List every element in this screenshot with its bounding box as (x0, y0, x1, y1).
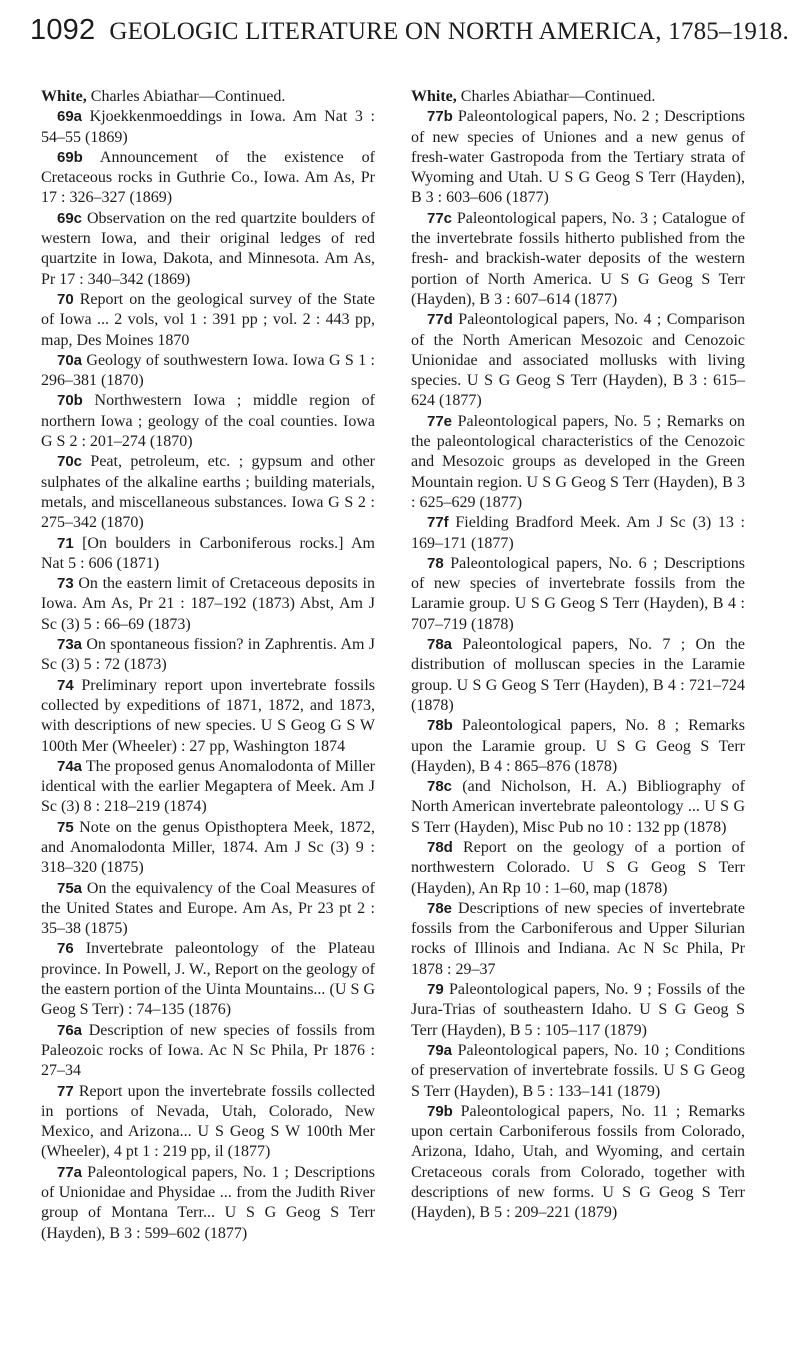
entry-number: 79b (427, 1102, 453, 1120)
entry-number: 77c (427, 209, 453, 227)
entry-citation: Paleontological papers, No. 9 ; Fossils of the Jura-Trias of southeastern Idaho. U S G Geog S Terr (Hayden), B 5 : 105–117 (1879) (411, 981, 745, 1039)
bibliography-entry (41, 209, 375, 290)
entry-number: 73 (57, 575, 74, 593)
entry-citation: Paleontological papers, No. 6 ; Descriptions of new species of invertebrate fossils from the Laramie group. U S G Geog S Terr (Hayden), B 4 : 707–719 (1878) (411, 554, 745, 633)
bibliography-entry (41, 1082, 375, 1163)
entry-citation: Paleontological papers, No. 1 ; Descriptions of Unionidae and Physidae ... from the Judith River group of Montana Terr... U S G Geog S Terr (Hayden), B 3 : 599–602 (1877) (41, 1163, 375, 1242)
bibliography-entry (411, 777, 745, 838)
entry-number: 71 (57, 534, 74, 552)
entry-number: 77e (427, 412, 453, 430)
bibliography-entry (41, 290, 375, 351)
entry-number: 78d (427, 838, 453, 856)
entry-citation: (and Nicholson, H. A.) Bibliography of North American invertebrate paleontology ... U S G S Terr (Hayden), Misc Pub no 10 : 132 pp (1878) (411, 778, 745, 836)
entry-citation: [On boulders in Carboniferous rocks.] Am Nat 5 : 606 (1871) (41, 534, 375, 572)
entry-number: 77a (57, 1163, 83, 1181)
author-heading (41, 87, 375, 107)
running-header (30, 14, 789, 47)
page-title: GEOLOGIC LITERATURE ON NORTH AMERICA, 1785–1918. (109, 18, 789, 45)
entry-citation: Invertebrate paleontology of the Plateau province. In Powell, J. W., Report on the geology of the eastern portion of the Uinta Mountains... (U S G Geog S Terr) : 74–135 (1876) (41, 940, 375, 1019)
bibliography-entry (411, 412, 745, 513)
author-name: White, (411, 88, 457, 105)
page-number: 1092 (30, 14, 96, 46)
entry-citation: Preliminary report upon invertebrate fossils collected by expeditions of 1871, 1872, and 1873, with descriptions of new species. U S Geog G S W 100th Mer (Wheeler) : 27 pp, Washington 1874 (41, 676, 375, 755)
entry-number: 74 (57, 676, 74, 694)
entry-number: 78b (427, 717, 453, 735)
entry-number: 78 (427, 554, 444, 572)
bibliography-entry (411, 209, 745, 310)
entry-citation: Note on the genus Opisthoptera Meek, 1872, and Anomalodonta Miller, 1874. Am J Sc (3) 9 : 318–320 (1875) (41, 818, 375, 877)
entry-citation: On spontaneous fission? in Zaphrentis. Am J Sc (3) 5 : 72 (1873) (41, 636, 375, 674)
bibliography-entry (411, 513, 745, 554)
entry-number: 69c (57, 209, 83, 227)
right-column (411, 87, 745, 1224)
entry-number: 77 (57, 1082, 74, 1100)
bibliography-entry (411, 107, 745, 208)
entry-citation: Kjoekkenmoeddings in Iowa. Am Nat 3 : 54–55 (1869) (41, 108, 375, 146)
author-heading (411, 87, 745, 107)
entry-number: 76 (57, 940, 74, 958)
bibliography-entry (411, 554, 745, 635)
bibliography-entry (41, 148, 375, 209)
entry-citation: Report on the geology of a portion of northwestern Colorado. U S G Geog S Terr (Hayden), An Rp 10 : 1–60, map (1878) (411, 838, 745, 897)
entry-citation: Fielding Bradford Meek. Am J Sc (3) 13 : 169–171 (1877) (411, 514, 745, 552)
entry-citation: Paleontological papers, No. 10 ; Conditions of preservation of invertebrate fossils. U S G Geog S Terr (Hayden), B 5 : 133–141 (1879) (411, 1041, 745, 1100)
bibliography-entry (41, 351, 375, 392)
entry-number: 76a (57, 1021, 83, 1039)
entry-citation: Paleontological papers, No. 8 ; Remarks upon the Laramie group. U S G Geog S Terr (Hayden), B 4 : 865–876 (1878) (411, 717, 745, 775)
bibliography-entry (41, 107, 375, 148)
author-continued: Charles Abiathar—Continued. (86, 88, 286, 105)
entry-number: 70b (57, 392, 83, 410)
bibliography-entry (411, 899, 745, 980)
bibliography-entry (411, 716, 745, 777)
entry-number: 69a (57, 108, 83, 126)
bibliography-entry (41, 635, 375, 676)
bibliography-entry (41, 574, 375, 635)
left-column (41, 87, 375, 1244)
bibliography-entry (411, 310, 745, 411)
bibliography-entry (41, 879, 375, 940)
bibliography-entry (41, 534, 375, 575)
entry-number: 73a (57, 636, 83, 654)
entry-number: 77f (427, 514, 449, 532)
entry-citation: The proposed genus Anomalodonta of Miller identical with the earlier Megaptera of Meek. Am J Sc (3) 8 : 218–219 (1874) (41, 757, 375, 816)
bibliography-entry (411, 980, 745, 1041)
entry-number: 77b (427, 108, 453, 126)
entry-citation: Observation on the red quartzite boulders of western Iowa, and their original ledges of red quartzite in Iowa, Dakota, and Minnesota. Am As, Pr 17 : 340–342 (1869) (41, 209, 375, 288)
bibliography-entry (411, 635, 745, 716)
entry-citation: Paleontological papers, No. 7 ; On the distribution of molluscan species in the Laramie group. U S G Geog S Terr (Hayden), B 4 : 721–724 (1878) (411, 636, 745, 714)
entry-citation: Paleontological papers, No. 4 ; Comparison of the North American Mesozoic and Cenozoic Unionidae and associated mollusks with living species. U S G Geog S Terr (Hayden), B 3 : 615–624 (1877) (411, 311, 745, 410)
bibliography-entry (41, 757, 375, 818)
entry-number: 74a (57, 757, 83, 775)
entry-citation: On the eastern limit of Cretaceous deposits in Iowa. Am As, Pr 21 : 187–192 (1873) Abst, Am J Sc (3) 5 : 66–69 (1873) (41, 575, 375, 633)
bibliography-entry (41, 676, 375, 757)
bibliography-entry (411, 1102, 745, 1224)
entry-number: 69b (57, 148, 83, 166)
entry-citation: Peat, petroleum, etc. ; gypsum and other sulphates of the alkaline earths ; building materials, metals, and miscellaneous substances. Iowa G S 2 : 275–342 (1870) (41, 453, 375, 532)
entry-citation: Report upon the invertebrate fossils collected in portions of Nevada, Utah, Colorado, New Mexico, and Arizona... U S Geog S W 100th Mer (Wheeler), 4 pt 1 : 219 pp, il (1877) (41, 1082, 375, 1161)
bibliography-entry (41, 452, 375, 533)
entry-number: 70c (57, 453, 83, 471)
entry-citation: Description of new species of fossils from Paleozoic rocks of Iowa. Ac N Sc Phila, Pr 1876 : 27–34 (41, 1021, 375, 1080)
entry-number: 70 (57, 290, 74, 308)
entry-citation: On the equivalency of the Coal Measures of the United States and Europe. Am As, Pr 23 pt 2 : 35–38 (1875) (41, 879, 375, 938)
bibliography-entry (411, 1041, 745, 1102)
entry-number: 79a (427, 1041, 453, 1059)
entry-citation: Report on the geological survey of the State of Iowa ... 2 vols, vol 1 : 391 pp ; vol. 2 : 443 pp, map, Des Moines 1870 (41, 290, 375, 349)
entry-citation: Paleontological papers, No. 5 ; Remarks on the paleontological characteristics of the Cenozoic and Mesozoic groups as developed in the Green Mountain region. U S G Geog S Terr (Hayden), B 3 : 625–629 (1877) (411, 412, 745, 511)
author-continued: Charles Abiathar—Continued. (456, 88, 656, 105)
entry-number: 70a (57, 351, 83, 369)
entry-citation: Geology of southwestern Iowa. Iowa G S 1 : 296–381 (1870) (41, 351, 375, 390)
entry-citation: Paleontological papers, No. 2 ; Descriptions of new species of Uniones and a new genus of fresh-water Gastropoda from the Tertiary strata of Wyoming and Utah. U S G Geog S Terr (Hayden), B 3 : 603–606 (1877) (411, 108, 745, 207)
entry-number: 78a (427, 636, 453, 654)
bibliography-entry (41, 939, 375, 1020)
bibliography-entry (41, 391, 375, 452)
entry-citation: Paleontological papers, No. 11 ; Remarks upon certain Carboniferous fossils from Colorado, Arizona, Idaho, Utah, and Wyoming, and certain Cretaceous corals from Colorado, together with descriptions of new forms. U S G Geog S Terr (Hayden), B 5 : 209–221 (1879) (411, 1102, 745, 1222)
entry-citation: Northwestern Iowa ; middle region of northern Iowa ; geology of the coal counties. Iowa G S 2 : 201–274 (1870) (41, 392, 375, 451)
author-name: White, (41, 88, 87, 105)
entry-citation: Descriptions of new species of invertebrate fossils from the Carboniferous and Upper Silurian rocks of Illinois and Indiana. Ac N Sc Phila, Pr 1878 : 29–37 (411, 899, 745, 978)
entry-number: 78e (427, 899, 453, 917)
entry-number: 75 (57, 818, 74, 836)
bibliography-entry (411, 838, 745, 899)
entry-citation: Announcement of the existence of Cretaceous rocks in Guthrie Co., Iowa. Am As, Pr 17 : 326–327 (1869) (41, 148, 375, 207)
bibliography-entry (41, 818, 375, 879)
entry-number: 75a (57, 879, 83, 897)
bibliography-entry (41, 1021, 375, 1082)
entry-number: 78c (427, 778, 453, 796)
entry-number: 77d (427, 311, 453, 329)
entry-number: 79 (427, 981, 444, 999)
entry-citation: Paleontological papers, No. 3 ; Catalogue of the invertebrate fossils hitherto published from the fresh- and brackish-water deposits of the western portion of North America. U S G Geog S Terr (Hayden), B 3 : 607–614 (1877) (411, 209, 745, 308)
bibliography-entry (41, 1163, 375, 1244)
